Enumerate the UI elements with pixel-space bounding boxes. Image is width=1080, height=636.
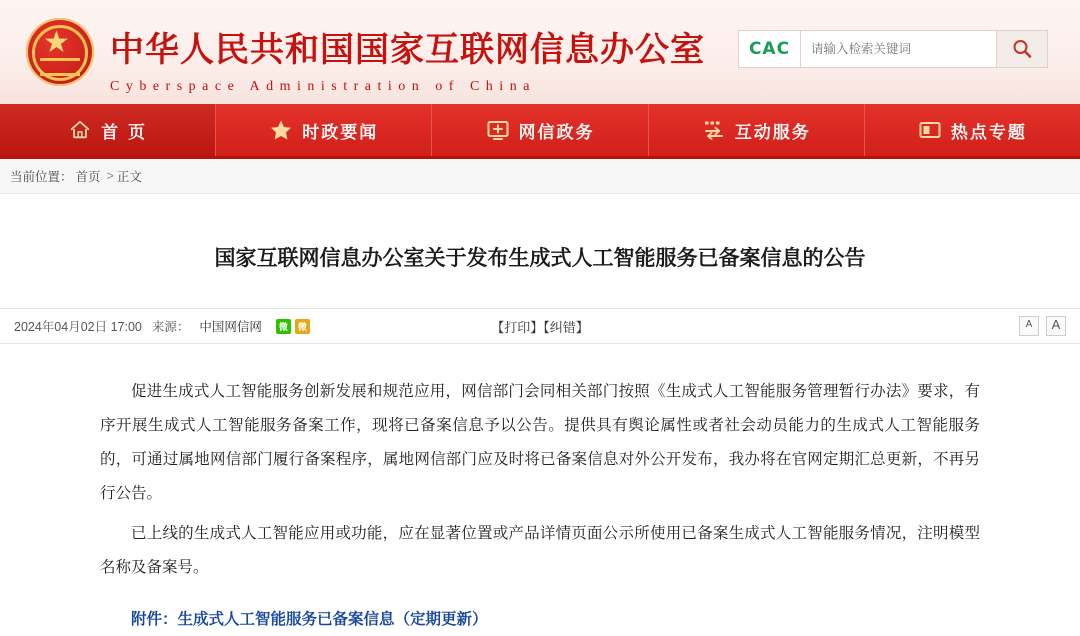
- article-meta-left: [14, 317, 310, 335]
- font-decrease-button[interactable]: A: [1019, 316, 1039, 336]
- site-title-en: Cyberspace Administration of China: [110, 79, 536, 94]
- breadcrumb-home-link[interactable]: 首页: [75, 170, 101, 184]
- weibo-share-icon[interactable]: 微: [295, 319, 310, 334]
- nav-label-topics: 热点专题: [950, 122, 1027, 143]
- nav-item-service[interactable]: [649, 104, 865, 156]
- cac-logo: [738, 30, 800, 68]
- nav-item-topics[interactable]: [865, 104, 1080, 156]
- breadcrumb-current: 正文: [116, 170, 142, 184]
- page-title: 国家互联网信息办公室关于发布生成式人工智能服务已备案信息的公告: [214, 246, 866, 270]
- star-icon: [269, 118, 293, 142]
- main-nav: [0, 104, 1080, 159]
- attachment-link[interactable]: 生成式人工智能服务已备案信息（定期更新）: [177, 610, 488, 628]
- breadcrumb-label: 当前位置：: [10, 170, 73, 184]
- search-icon: [1011, 38, 1033, 60]
- site-title-cn: 中华人民共和国国家互联网信息办公室: [110, 30, 705, 70]
- article-body: [100, 374, 980, 636]
- share-icons: [276, 319, 310, 334]
- exchange-icon: [702, 118, 726, 142]
- nav-item-home[interactable]: [0, 104, 216, 156]
- site-header: [0, 0, 1080, 104]
- nav-label-home: 首 页: [101, 122, 148, 143]
- search-input[interactable]: [800, 30, 996, 68]
- attachment-line: [100, 602, 980, 636]
- source-label: 来源：: [151, 320, 190, 334]
- folder-icon: [918, 118, 942, 142]
- attachment-label: 附件：: [131, 610, 178, 628]
- article-actions[interactable]: [491, 317, 589, 336]
- nav-item-news[interactable]: [216, 104, 432, 156]
- monitor-icon: [486, 118, 510, 142]
- breadcrumb: [0, 159, 1080, 194]
- breadcrumb-separator: >: [106, 169, 114, 183]
- font-increase-button[interactable]: A: [1046, 316, 1066, 336]
- article: [0, 242, 1080, 636]
- site-title-block: [110, 22, 705, 95]
- home-icon: [68, 118, 92, 142]
- print-correct-links[interactable]: 【打印】【纠错】: [491, 319, 589, 335]
- cac-logo-text: CAC: [748, 39, 791, 59]
- publish-date: 2024年04月02日 17:00: [14, 320, 142, 334]
- nav-item-government[interactable]: [432, 104, 648, 156]
- source-name: 中国网信网: [199, 320, 262, 334]
- national-emblem-icon: ★: [26, 18, 94, 86]
- wechat-share-icon[interactable]: 微: [276, 319, 291, 334]
- nav-label-government: 网信政务: [518, 122, 595, 143]
- nav-label-service: 互动服务: [734, 122, 811, 143]
- font-size-controls: [1019, 316, 1066, 336]
- search-area: [738, 30, 1048, 68]
- search-button[interactable]: [996, 30, 1048, 68]
- article-paragraph-1: 促进生成式人工智能服务创新发展和规范应用，网信部门会同相关部门按照《生成式人工智能服务管理暂行办法》要求，有序开展生成式人工智能服务备案工作，现将已备案信息予以公告。提供具有舆论属性或者社会动员能力的生成式人工智能服务的，可通过属地网信部门履行备案程序，属地网信部门应及时将已备案信息对外公开发布，我办将在官网定期汇总更新，不再另行公告。: [100, 382, 980, 502]
- article-paragraph-2: 已上线的生成式人工智能应用或功能，应在显著位置或产品详情页面公示所使用已备案生成式人工智能服务情况，注明模型名称及备案号。: [100, 524, 980, 576]
- nav-label-news: 时政要闻: [302, 122, 379, 143]
- article-meta-bar: [0, 308, 1080, 344]
